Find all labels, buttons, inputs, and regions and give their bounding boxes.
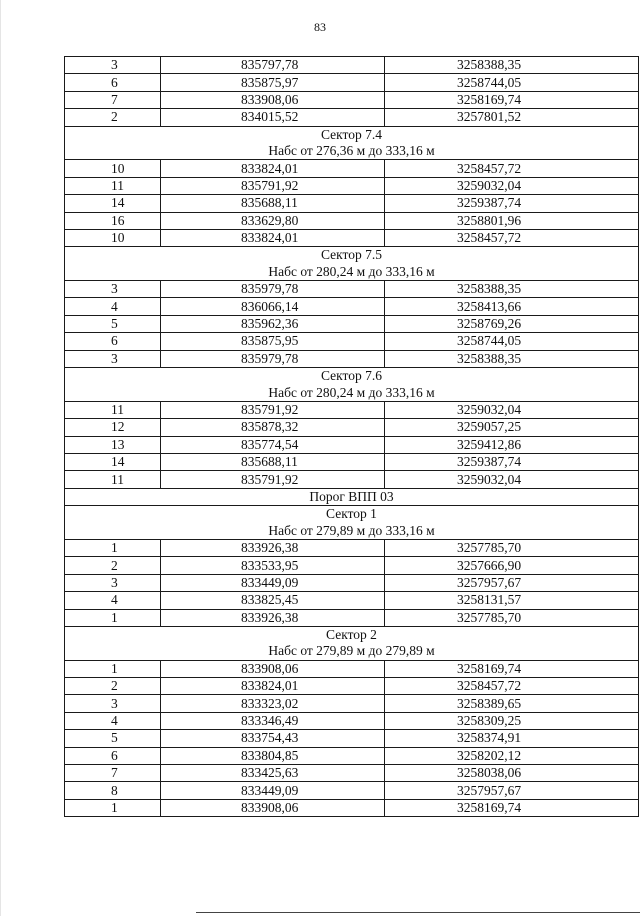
table-row <box>65 453 639 470</box>
point-number: 11 <box>65 471 161 488</box>
section-heading-row <box>65 264 639 281</box>
table-row <box>65 333 639 350</box>
y-coordinate: 3258374,91 <box>385 730 639 747</box>
table-row <box>65 212 639 229</box>
y-coordinate: 3259412,86 <box>385 436 639 453</box>
table-row <box>65 281 639 298</box>
point-number: 1 <box>65 539 161 556</box>
point-number: 3 <box>65 350 161 367</box>
height-range-label: Набс от 276,36 м до 333,16 м <box>65 143 639 160</box>
x-coordinate: 833629,80 <box>161 212 385 229</box>
x-coordinate: 833825,45 <box>161 592 385 609</box>
point-number: 6 <box>65 747 161 764</box>
y-coordinate: 3258457,72 <box>385 160 639 177</box>
x-coordinate: 833908,06 <box>161 660 385 677</box>
point-number: 10 <box>65 229 161 246</box>
point-number: 4 <box>65 712 161 729</box>
y-coordinate: 3258388,35 <box>385 350 639 367</box>
section-heading-row <box>65 506 639 523</box>
y-coordinate: 3257666,90 <box>385 557 639 574</box>
point-number: 4 <box>65 592 161 609</box>
x-coordinate: 835791,92 <box>161 177 385 194</box>
height-range-label: Набс от 279,89 м до 279,89 м <box>65 643 639 660</box>
point-number: 5 <box>65 730 161 747</box>
y-coordinate: 3259032,04 <box>385 177 639 194</box>
point-number: 1 <box>65 660 161 677</box>
y-coordinate: 3257957,67 <box>385 574 639 591</box>
x-coordinate: 833346,49 <box>161 712 385 729</box>
section-title: Сектор 7.5 <box>65 247 639 264</box>
y-coordinate: 3259387,74 <box>385 453 639 470</box>
point-number: 1 <box>65 799 161 816</box>
table-row <box>65 678 639 695</box>
x-coordinate: 833533,95 <box>161 557 385 574</box>
table-row <box>65 229 639 246</box>
y-coordinate: 3258169,74 <box>385 799 639 816</box>
x-coordinate: 833926,38 <box>161 609 385 626</box>
scan-edge <box>0 0 1 916</box>
y-coordinate: 3258457,72 <box>385 229 639 246</box>
y-coordinate: 3258131,57 <box>385 592 639 609</box>
y-coordinate: 3258744,05 <box>385 333 639 350</box>
point-number: 2 <box>65 678 161 695</box>
height-range-label: Набс от 280,24 м до 333,16 м <box>65 264 639 281</box>
x-coordinate: 835878,32 <box>161 419 385 436</box>
table-row <box>65 557 639 574</box>
coordinates-table <box>64 56 639 817</box>
point-number: 5 <box>65 315 161 332</box>
point-number: 3 <box>65 281 161 298</box>
y-coordinate: 3258388,35 <box>385 57 639 74</box>
section-heading-row <box>65 368 639 385</box>
y-coordinate: 3258388,35 <box>385 281 639 298</box>
point-number: 12 <box>65 419 161 436</box>
table-row <box>65 74 639 91</box>
y-coordinate: 3257801,52 <box>385 109 639 126</box>
table-row <box>65 574 639 591</box>
x-coordinate: 835979,78 <box>161 281 385 298</box>
point-number: 8 <box>65 782 161 799</box>
y-coordinate: 3258202,12 <box>385 747 639 764</box>
y-coordinate: 3258457,72 <box>385 678 639 695</box>
table-row <box>65 177 639 194</box>
section-heading-row <box>65 384 639 401</box>
table-row <box>65 660 639 677</box>
x-coordinate: 835979,78 <box>161 350 385 367</box>
section-heading-row <box>65 488 639 505</box>
x-coordinate: 835791,92 <box>161 401 385 418</box>
table-row <box>65 109 639 126</box>
table-row <box>65 57 639 74</box>
y-coordinate: 3259387,74 <box>385 195 639 212</box>
x-coordinate: 833425,63 <box>161 765 385 782</box>
section-title: Сектор 7.4 <box>65 126 639 143</box>
point-number: 2 <box>65 109 161 126</box>
section-title: Порог ВПП 03 <box>65 488 639 505</box>
x-coordinate: 836066,14 <box>161 298 385 315</box>
y-coordinate: 3257785,70 <box>385 609 639 626</box>
y-coordinate: 3257785,70 <box>385 539 639 556</box>
height-range-label: Набс от 280,24 м до 333,16 м <box>65 384 639 401</box>
point-number: 13 <box>65 436 161 453</box>
x-coordinate: 833804,85 <box>161 747 385 764</box>
x-coordinate: 833754,43 <box>161 730 385 747</box>
x-coordinate: 835688,11 <box>161 453 385 470</box>
height-range-label: Набс от 279,89 м до 333,16 м <box>65 523 639 540</box>
table-row <box>65 712 639 729</box>
x-coordinate: 833824,01 <box>161 229 385 246</box>
point-number: 3 <box>65 574 161 591</box>
y-coordinate: 3258801,96 <box>385 212 639 229</box>
point-number: 7 <box>65 765 161 782</box>
y-coordinate: 3258038,06 <box>385 765 639 782</box>
x-coordinate: 833323,02 <box>161 695 385 712</box>
coordinates-table-body <box>65 57 639 817</box>
point-number: 14 <box>65 453 161 470</box>
point-number: 7 <box>65 91 161 108</box>
x-coordinate: 835688,11 <box>161 195 385 212</box>
x-coordinate: 835774,54 <box>161 436 385 453</box>
section-heading-row <box>65 626 639 643</box>
y-coordinate: 3257957,67 <box>385 782 639 799</box>
table-row <box>65 782 639 799</box>
point-number: 11 <box>65 401 161 418</box>
table-row <box>65 401 639 418</box>
y-coordinate: 3258744,05 <box>385 74 639 91</box>
table-row <box>65 799 639 816</box>
y-coordinate: 3258769,26 <box>385 315 639 332</box>
point-number: 16 <box>65 212 161 229</box>
y-coordinate: 3258169,74 <box>385 660 639 677</box>
x-coordinate: 835875,97 <box>161 74 385 91</box>
y-coordinate: 3258309,25 <box>385 712 639 729</box>
x-coordinate: 833908,06 <box>161 799 385 816</box>
x-coordinate: 835962,36 <box>161 315 385 332</box>
section-title: Сектор 2 <box>65 626 639 643</box>
table-row <box>65 747 639 764</box>
page-number: 83 <box>314 20 326 34</box>
table-row <box>65 195 639 212</box>
point-number: 1 <box>65 609 161 626</box>
x-coordinate: 834015,52 <box>161 109 385 126</box>
point-number: 10 <box>65 160 161 177</box>
y-coordinate: 3258389,65 <box>385 695 639 712</box>
point-number: 4 <box>65 298 161 315</box>
table-row <box>65 592 639 609</box>
table-row <box>65 765 639 782</box>
section-heading-row <box>65 643 639 660</box>
y-coordinate: 3259032,04 <box>385 471 639 488</box>
y-coordinate: 3258413,66 <box>385 298 639 315</box>
x-coordinate: 833908,06 <box>161 91 385 108</box>
table-row <box>65 471 639 488</box>
section-title: Сектор 1 <box>65 506 639 523</box>
y-coordinate: 3259057,25 <box>385 419 639 436</box>
table-row <box>65 350 639 367</box>
table-row <box>65 419 639 436</box>
point-number: 14 <box>65 195 161 212</box>
section-heading-row <box>65 523 639 540</box>
point-number: 2 <box>65 557 161 574</box>
table-row <box>65 91 639 108</box>
point-number: 3 <box>65 695 161 712</box>
page-bottom-rule <box>196 912 640 913</box>
x-coordinate: 833824,01 <box>161 160 385 177</box>
x-coordinate: 833449,09 <box>161 574 385 591</box>
table-row <box>65 298 639 315</box>
y-coordinate: 3259032,04 <box>385 401 639 418</box>
x-coordinate: 835797,78 <box>161 57 385 74</box>
x-coordinate: 835791,92 <box>161 471 385 488</box>
section-heading-row <box>65 126 639 143</box>
point-number: 6 <box>65 74 161 91</box>
table-row <box>65 609 639 626</box>
x-coordinate: 835875,95 <box>161 333 385 350</box>
point-number: 6 <box>65 333 161 350</box>
table-row <box>65 315 639 332</box>
table-row <box>65 695 639 712</box>
x-coordinate: 833926,38 <box>161 539 385 556</box>
point-number: 11 <box>65 177 161 194</box>
table-row <box>65 436 639 453</box>
section-heading-row <box>65 143 639 160</box>
point-number: 3 <box>65 57 161 74</box>
x-coordinate: 833824,01 <box>161 678 385 695</box>
table-row <box>65 160 639 177</box>
section-title: Сектор 7.6 <box>65 368 639 385</box>
table-row <box>65 730 639 747</box>
y-coordinate: 3258169,74 <box>385 91 639 108</box>
table-row <box>65 539 639 556</box>
x-coordinate: 833449,09 <box>161 782 385 799</box>
section-heading-row <box>65 247 639 264</box>
